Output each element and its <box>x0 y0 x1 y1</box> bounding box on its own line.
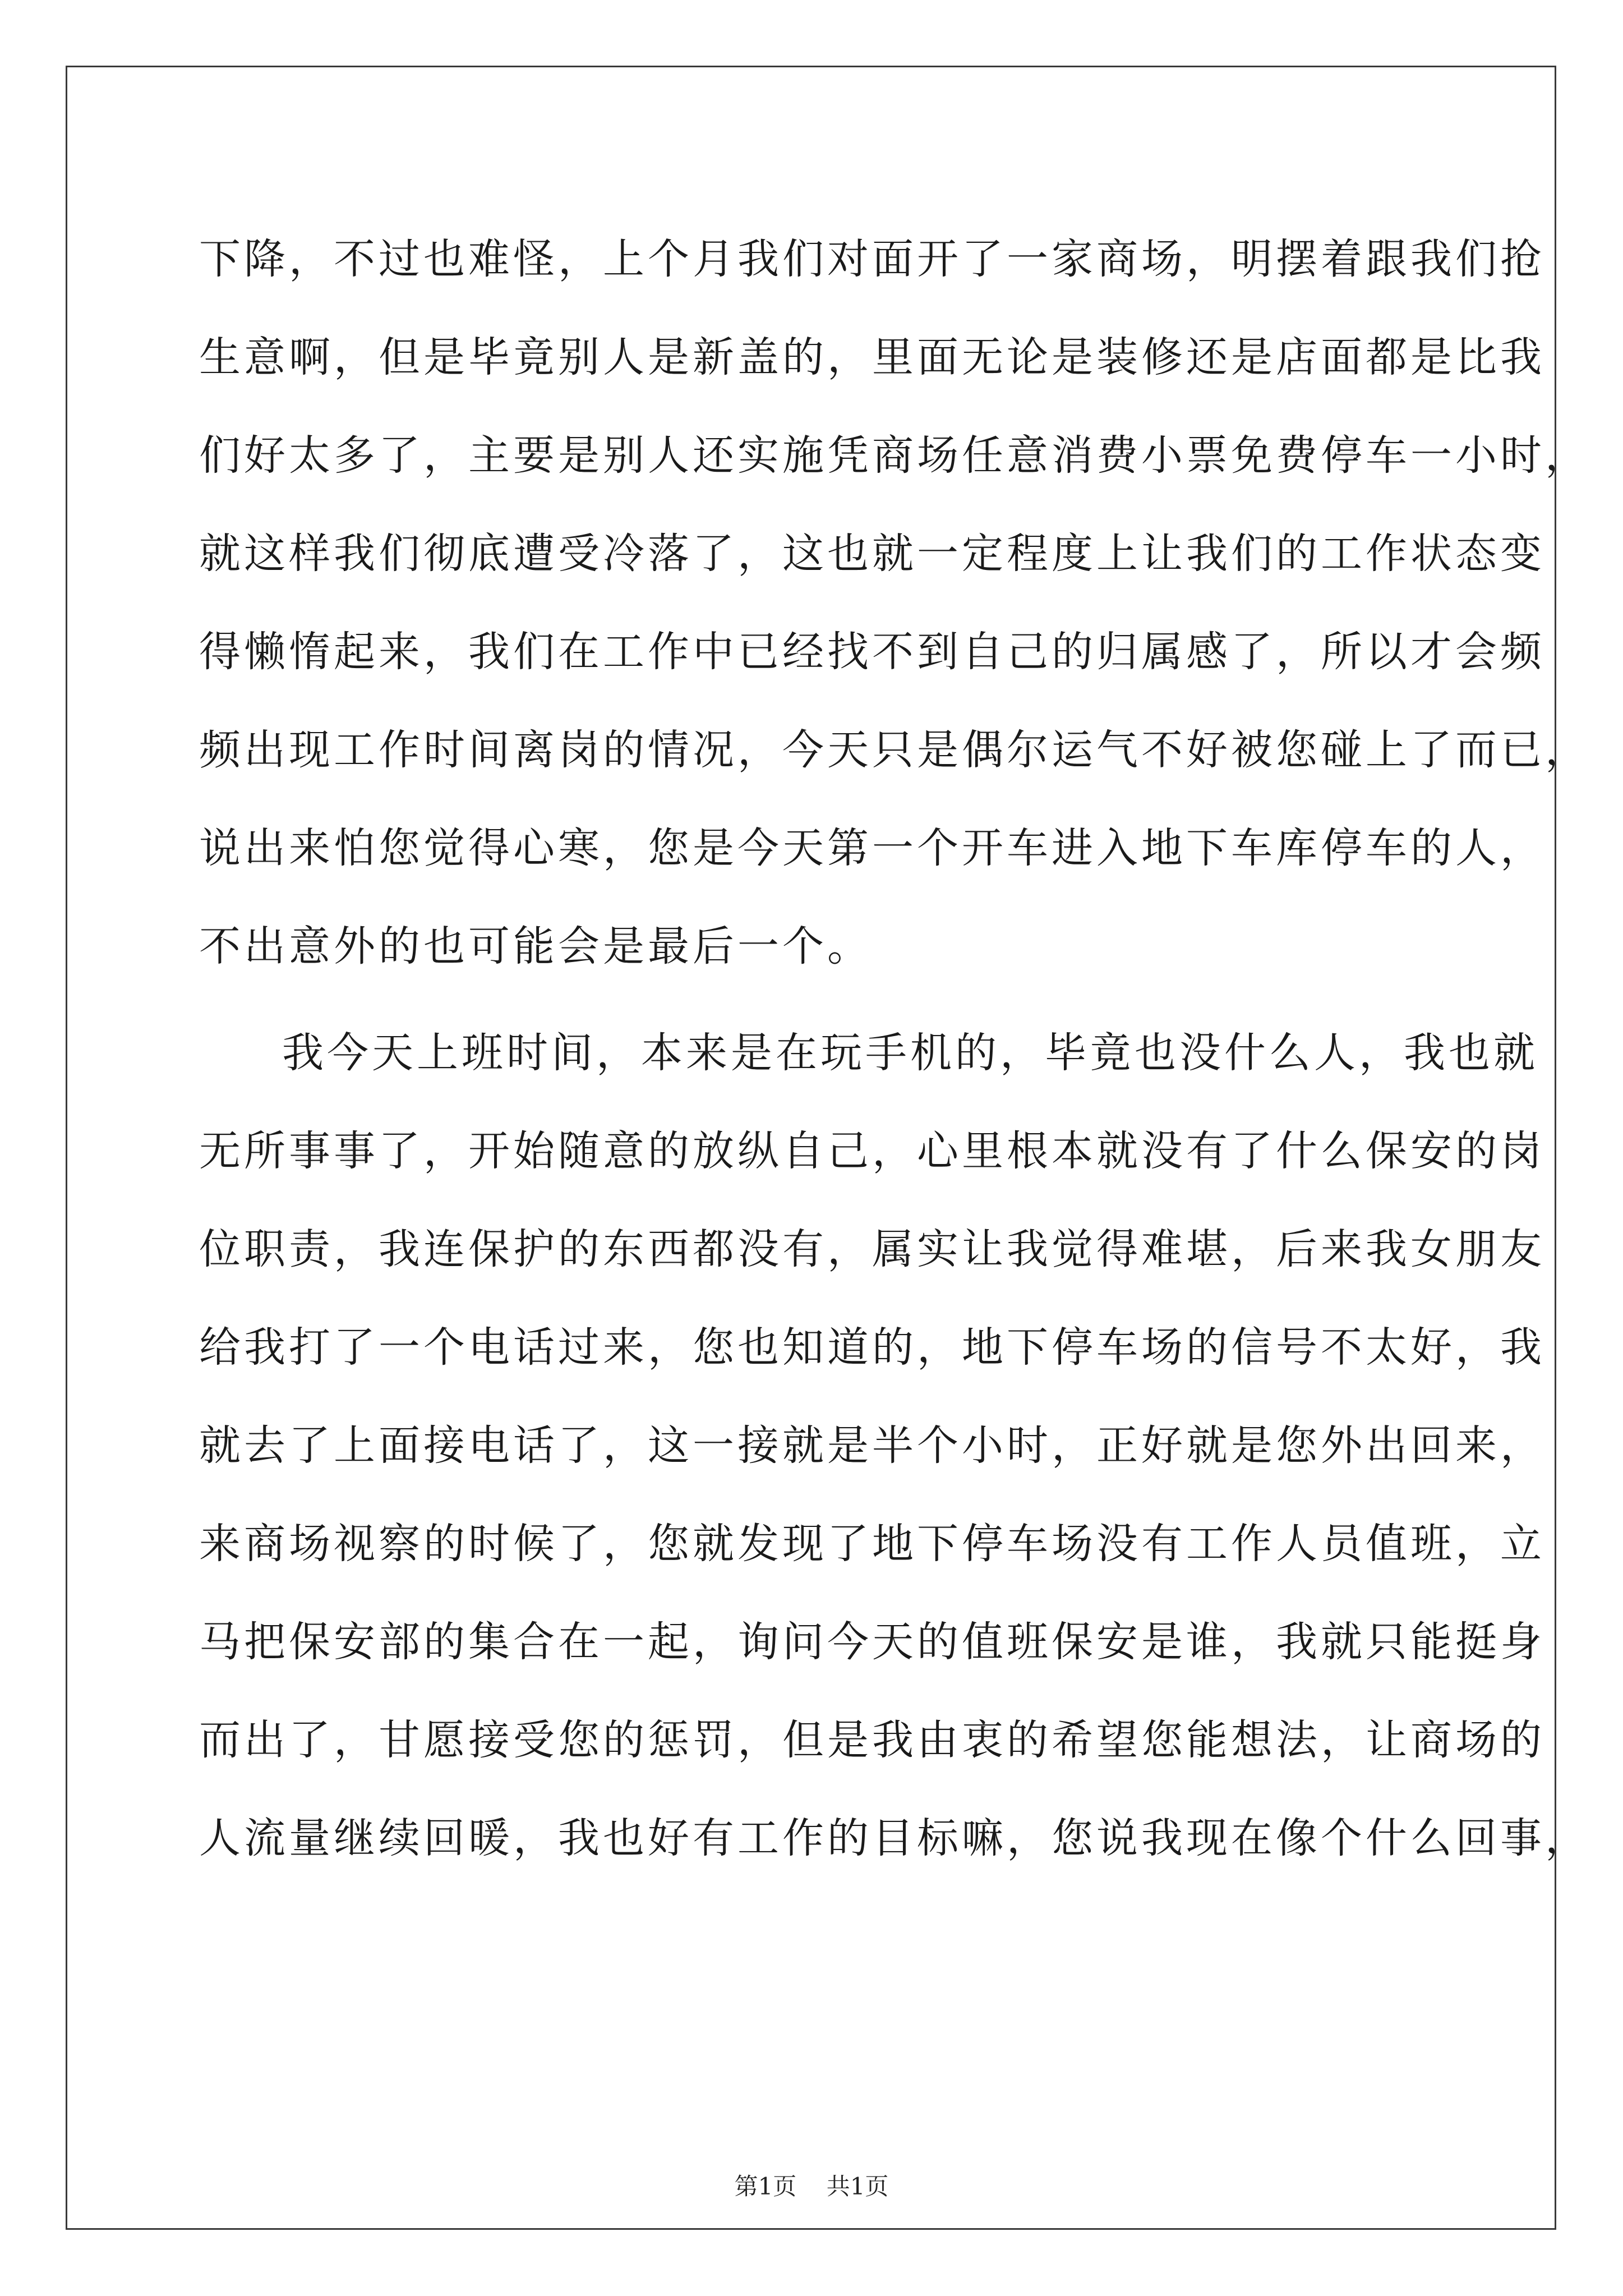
text-line: 位职责，我连保护的东西都没有，属实让我觉得难堪，后来我女朋友 <box>199 1225 1545 1273</box>
text-line: 不出意外的也可能会是最后一个。 <box>199 922 872 970</box>
page-total: 共1页 <box>826 2173 889 2200</box>
document-body <box>199 210 1590 1888</box>
text-line: 下降，不过也难怪，上个月我们对面开了一家商场，明摆着跟我们抢 <box>199 235 1545 283</box>
text-line: 无所事事了，开始随意的放纵自己，心里根本就没有了什么保安的岗 <box>199 1127 1545 1175</box>
text-line: 说出来怕您觉得心寒，您是今天第一个开车进入地下车库停车的人， <box>199 824 1545 872</box>
text-line: 来商场视察的时候了，您就发现了地下停车场没有工作人员值班，立 <box>199 1520 1545 1568</box>
page-number: 第1页 <box>734 2173 797 2200</box>
text-line: 们好太多了，主要是别人还实施凭商场任意消费小票免费停车一小时， <box>199 431 1590 480</box>
text-line: 马把保安部的集合在一起，询问今天的值班保安是谁，我就只能挺身 <box>199 1618 1545 1666</box>
text-line: 频出现工作时间离岗的情况，今天只是偶尔运气不好被您碰上了而已， <box>199 726 1590 774</box>
text-line: 得懒惰起来，我们在工作中已经找不到自己的归属感了，所以才会频 <box>199 628 1545 676</box>
text-line: 生意啊，但是毕竟别人是新盖的，里面无论是装修还是店面都是比我 <box>199 333 1545 381</box>
text-line: 就这样我们彻底遭受冷落了，这也就一定程度上让我们的工作状态变 <box>199 530 1545 578</box>
text-line: 就去了上面接电话了，这一接就是半个小时，正好就是您外出回来， <box>199 1421 1545 1470</box>
text-line: 而出了，甘愿接受您的惩罚，但是我由衷的希望您能想法，让商场的 <box>199 1716 1545 1764</box>
page-footer <box>0 2168 1623 2202</box>
paragraph-start-line: 我今天上班时间，本来是在玩手机的，毕竟也没什么人，我也就 <box>282 1029 1538 1077</box>
text-line: 给我打了一个电话过来，您也知道的，地下停车场的信号不太好，我 <box>199 1323 1545 1372</box>
text-line: 人流量继续回暖，我也好有工作的目标嘛，您说我现在像个什么回事， <box>199 1814 1590 1862</box>
